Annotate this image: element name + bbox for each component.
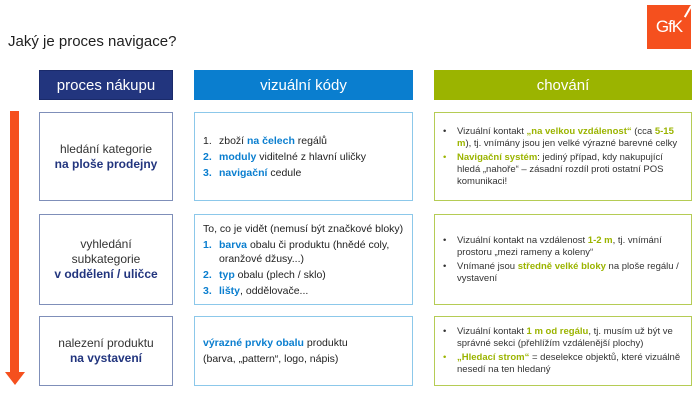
down-arrow-icon xyxy=(10,111,19,374)
highlight: 1-2 m xyxy=(587,234,613,246)
arrow-head-icon xyxy=(5,372,25,385)
logo-slash-icon xyxy=(684,5,692,17)
codes-box-1 xyxy=(194,112,413,201)
highlight: „Hledací strom“ xyxy=(457,352,530,363)
behavior-box-3 xyxy=(434,316,692,386)
codes-box-2 xyxy=(194,214,413,305)
highlight: lišty xyxy=(219,284,241,297)
list-item xyxy=(203,134,404,148)
text: Vizuální kontakt na vzdálenost xyxy=(457,234,588,246)
list-number: 1. xyxy=(203,134,212,147)
behavior-box-1 xyxy=(434,112,692,201)
highlight: typ xyxy=(219,268,235,281)
process-text: subkategorie xyxy=(71,252,141,266)
gfk-logo xyxy=(647,5,691,49)
text: , oddělovače... xyxy=(240,284,309,297)
text: Vizuální kontakt xyxy=(457,125,527,137)
text: = deselekce objektů, které vizuálně nesedí na ten hledaný xyxy=(457,352,681,375)
process-highlight: na vystavení xyxy=(69,351,143,365)
bullet-item xyxy=(443,352,683,376)
codes-line: (barva, „pattern“, logo, nápis) xyxy=(203,353,339,365)
intro-text: To, co je vidět (nemusí být značkové bloky) xyxy=(203,222,404,235)
highlight: „na velkou vzdálenost“ xyxy=(526,125,632,137)
highlight: navigační xyxy=(219,166,268,179)
highlight: středně velké bloky xyxy=(517,260,606,272)
bullet-item xyxy=(443,235,683,259)
process-text: hledání kategorie xyxy=(59,141,153,156)
list-number: 3. xyxy=(203,284,212,297)
bullet-icon: • xyxy=(443,234,447,246)
highlight: výrazné prvky obalu xyxy=(203,337,304,349)
header-vizualni-kody: vizuální kódy xyxy=(194,70,413,100)
text: , tj. vnímání prostoru „mezi rameny a koleny“ xyxy=(457,234,662,258)
bullet-icon: • xyxy=(443,151,447,163)
process-text: nalezení produktu xyxy=(58,336,154,350)
text: (cca xyxy=(631,125,655,137)
list-number: 1. xyxy=(203,238,212,251)
process-step-2 xyxy=(39,214,173,305)
bullet-icon: • xyxy=(443,260,447,272)
list-number: 2. xyxy=(203,150,212,163)
text: obalu (plech / sklo) xyxy=(234,268,326,281)
process-highlight: na ploše prodejny xyxy=(54,156,158,171)
text: regálů xyxy=(294,134,327,147)
highlight: Navigační systém xyxy=(457,151,538,163)
process-highlight: v oddělení / uličce xyxy=(54,267,158,281)
list-item xyxy=(203,284,404,298)
text: , tj. musím už být ve správné sekci (přehlížím vzdálenější plochy) xyxy=(457,326,673,349)
bullet-icon: • xyxy=(443,352,447,363)
text: ), tj. vnímány jsou jen velké výrazné barevné celky xyxy=(465,137,678,149)
text: obalu či produktu (hnědé coly, oranžové džusy...) xyxy=(219,238,390,265)
text: na ploše regálu / vystavení xyxy=(457,260,679,284)
highlight: na čelech xyxy=(247,134,295,147)
highlight: moduly xyxy=(219,150,257,163)
bullet-item xyxy=(443,152,683,188)
logo-text: GfK xyxy=(655,17,683,36)
text: Vizuální kontakt xyxy=(457,326,527,337)
list-number: 3. xyxy=(203,166,212,179)
process-step-1 xyxy=(39,112,173,201)
list-item xyxy=(203,268,404,282)
process-step-3 xyxy=(39,316,173,386)
text: cedule xyxy=(267,166,302,179)
header-chovani: chování xyxy=(434,70,692,100)
text: : jediný případ, kdy nakupující hledá „nahoře“ – zásadní rozdíl proti ostatní POS komunikaci! xyxy=(457,151,664,187)
highlight: 5-15 m xyxy=(457,125,674,149)
bullet-item xyxy=(443,261,683,285)
text: Vnímané jsou xyxy=(457,260,518,272)
bullet-icon: • xyxy=(443,326,447,337)
behavior-box-2 xyxy=(434,214,692,305)
bullet-icon: • xyxy=(443,125,447,137)
header-proces-nakupu: proces nákupu xyxy=(39,70,173,100)
list-item xyxy=(203,150,404,164)
list-item xyxy=(203,238,404,266)
text: zboží xyxy=(219,134,248,147)
list-item xyxy=(203,166,404,180)
codes-box-3 xyxy=(194,316,413,386)
codes-line xyxy=(203,336,404,350)
bullet-item xyxy=(443,126,683,150)
page-title: Jaký je proces navigace? xyxy=(8,33,177,50)
process-text: vyhledání xyxy=(80,237,132,251)
list-number: 2. xyxy=(203,268,212,281)
text: produktu xyxy=(303,337,348,349)
highlight: barva xyxy=(219,238,248,251)
text: viditelné z hlavní uličky xyxy=(256,150,367,163)
highlight: 1 m od regálu xyxy=(526,326,589,337)
bullet-item xyxy=(443,326,683,350)
